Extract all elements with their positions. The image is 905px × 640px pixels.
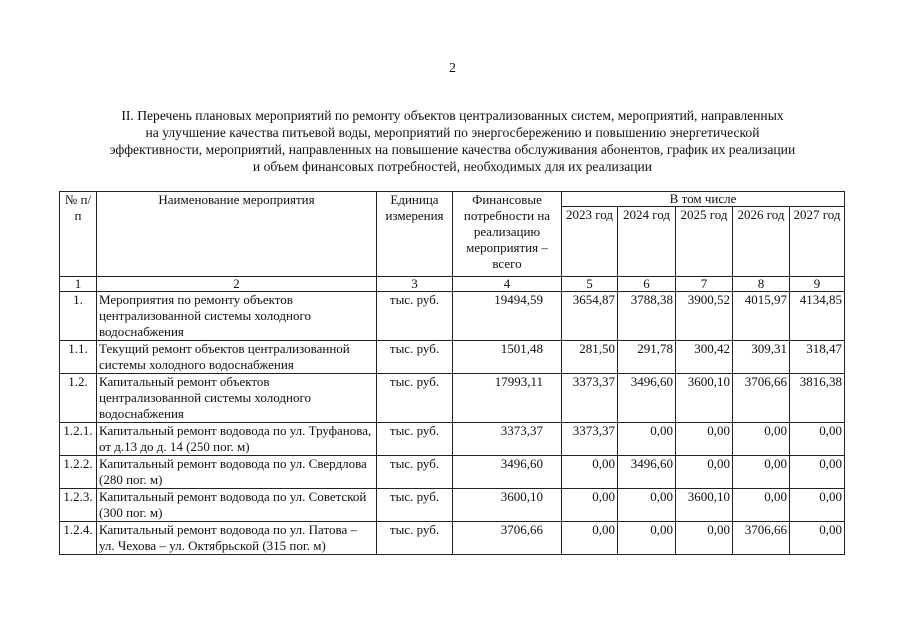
row-total: 19494,59 (453, 292, 562, 341)
row-year-value: 281,50 (562, 341, 618, 374)
row-total: 3706,66 (453, 522, 562, 555)
row-year-value: 3788,38 (618, 292, 676, 341)
row-year-value: 0,00 (676, 522, 733, 555)
header-name: Наименование мероприятия (97, 192, 377, 277)
row-unit: тыс. руб. (377, 522, 453, 555)
heading-line: на улучшение качества питьевой воды, мероприятий по энергосбережению и повышению энергетической (145, 125, 760, 140)
row-year-value: 3373,37 (562, 423, 618, 456)
row-unit: тыс. руб. (377, 423, 453, 456)
page-number: 2 (449, 61, 456, 76)
table-row (60, 423, 845, 456)
row-total: 17993,11 (453, 374, 562, 423)
row-unit: тыс. руб. (377, 456, 453, 489)
table-body (60, 277, 845, 555)
row-year-value: 0,00 (562, 522, 618, 555)
header-year: 2026 год (733, 207, 790, 277)
row-unit: тыс. руб. (377, 374, 453, 423)
row-year-value: 3900,52 (676, 292, 733, 341)
row-year-value: 309,31 (733, 341, 790, 374)
row-year-value: 300,42 (676, 341, 733, 374)
row-year-value: 0,00 (676, 456, 733, 489)
header-num: № п/п (60, 192, 97, 277)
row-year-value: 0,00 (562, 489, 618, 522)
row-year-value: 4134,85 (790, 292, 845, 341)
header-including: В том числе (562, 192, 845, 207)
column-index-row (60, 277, 845, 292)
column-index: 1 (60, 277, 97, 292)
row-num: 1.2.2. (60, 456, 97, 489)
row-year-value: 0,00 (618, 489, 676, 522)
row-year-value: 0,00 (733, 456, 790, 489)
row-year-value: 3816,38 (790, 374, 845, 423)
row-num: 1.2.3. (60, 489, 97, 522)
table-row (60, 341, 845, 374)
header-year: 2025 год (676, 207, 733, 277)
column-index: 8 (733, 277, 790, 292)
row-year-value: 3654,87 (562, 292, 618, 341)
row-unit: тыс. руб. (377, 489, 453, 522)
heading-line: II. Перечень плановых мероприятий по ремонту объектов централизованных систем, мероприятий, направленных (121, 108, 784, 123)
column-index: 7 (676, 277, 733, 292)
row-total: 1501,48 (453, 341, 562, 374)
column-index: 5 (562, 277, 618, 292)
header-year: 2027 год (790, 207, 845, 277)
table-row (60, 489, 845, 522)
header-finance: Финансовые потребности на реализацию мероприятия – всего (453, 192, 562, 277)
table-header (60, 192, 845, 277)
column-index: 6 (618, 277, 676, 292)
row-unit: тыс. руб. (377, 341, 453, 374)
row-year-value: 3706,66 (733, 522, 790, 555)
column-index: 3 (377, 277, 453, 292)
row-year-value: 3600,10 (676, 489, 733, 522)
activities-table (59, 191, 845, 555)
table-row (60, 292, 845, 341)
row-year-value: 318,47 (790, 341, 845, 374)
row-num: 1.1. (60, 341, 97, 374)
row-name: Капитальный ремонт водовода по ул. Труфанова, от д.13 до д. 14 (250 пог. м) (97, 423, 377, 456)
row-name: Мероприятия по ремонту объектов централизованной системы холодного водоснабжения (97, 292, 377, 341)
row-name: Капитальный ремонт объектов централизованной системы холодного водоснабжения (97, 374, 377, 423)
column-index: 9 (790, 277, 845, 292)
row-year-value: 3373,37 (562, 374, 618, 423)
row-name: Капитальный ремонт водовода по ул. Советской (300 пог. м) (97, 489, 377, 522)
row-year-value: 0,00 (618, 423, 676, 456)
column-index: 2 (97, 277, 377, 292)
row-year-value: 0,00 (618, 522, 676, 555)
row-year-value: 0,00 (790, 522, 845, 555)
row-unit: тыс. руб. (377, 292, 453, 341)
row-year-value: 3706,66 (733, 374, 790, 423)
row-year-value: 3496,60 (618, 456, 676, 489)
row-year-value: 0,00 (733, 489, 790, 522)
header-unit: Единица измерения (377, 192, 453, 277)
row-year-value: 291,78 (618, 341, 676, 374)
row-total: 3373,37 (453, 423, 562, 456)
row-year-value: 0,00 (676, 423, 733, 456)
row-num: 1.2.1. (60, 423, 97, 456)
table-row (60, 522, 845, 555)
row-name: Капитальный ремонт водовода по ул. Свердлова (280 пог. м) (97, 456, 377, 489)
row-year-value: 0,00 (790, 423, 845, 456)
heading-line: эффективности, мероприятий, направленных на повышение качества обслуживания абонентов, график их реализации (109, 142, 796, 157)
row-num: 1. (60, 292, 97, 341)
row-name: Текущий ремонт объектов централизованной системы холодного водоснабжения (97, 341, 377, 374)
row-total: 3496,60 (453, 456, 562, 489)
row-num: 1.2.4. (60, 522, 97, 555)
row-year-value: 3496,60 (618, 374, 676, 423)
row-total: 3600,10 (453, 489, 562, 522)
row-year-value: 0,00 (790, 456, 845, 489)
heading-line: и объем финансовых потребностей, необходимых для их реализации (252, 159, 653, 174)
table-row (60, 456, 845, 489)
header-year: 2023 год (562, 207, 618, 277)
row-year-value: 0,00 (562, 456, 618, 489)
column-index: 4 (453, 277, 562, 292)
header-year: 2024 год (618, 207, 676, 277)
row-year-value: 3600,10 (676, 374, 733, 423)
row-year-value: 0,00 (790, 489, 845, 522)
row-year-value: 0,00 (733, 423, 790, 456)
section-heading (60, 107, 845, 175)
table-row (60, 374, 845, 423)
row-year-value: 4015,97 (733, 292, 790, 341)
row-num: 1.2. (60, 374, 97, 423)
row-name: Капитальный ремонт водовода по ул. Патова – ул. Чехова – ул. Октябрьской (315 пог. м) (97, 522, 377, 555)
